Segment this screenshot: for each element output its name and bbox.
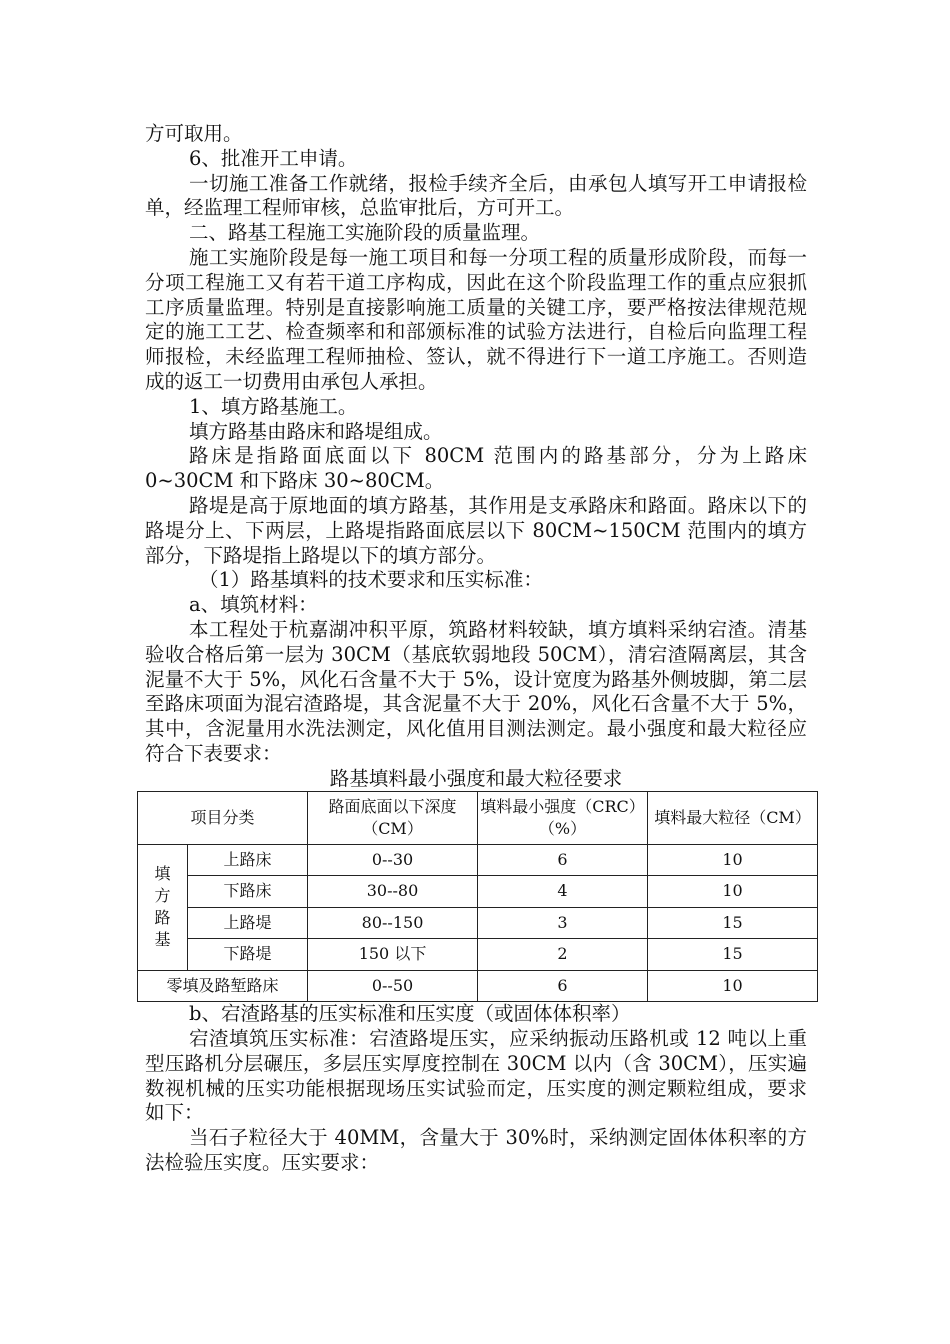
item-heading: a、填筑材料：: [189, 593, 318, 617]
header-depth: 路面底面以下深度（CM）: [308, 791, 478, 844]
subsection-heading: （1）路基填料的技术要求和压实标准：: [199, 568, 543, 592]
row-size: 10: [648, 970, 818, 1002]
paragraph: 方可取用。: [145, 122, 243, 145]
body-after-table: [145, 1002, 807, 1176]
header-size: 填料最大粒径（CM）: [648, 791, 818, 844]
table-row: [138, 939, 818, 971]
subsection-heading: 1、填方路基施工。: [189, 394, 358, 418]
paragraph: 路堤是高于原地面的填方路基，其作用是支承路床和路面。路床以下的路堤分上、下两层，上路堤指路面底层以下 80CM~150CM 范围内的填方部分，下路堤指上路堤以下的填方部分。: [145, 493, 807, 567]
body-before-table: [145, 122, 807, 767]
row-strength: 4: [478, 876, 648, 908]
row-name: 上路床: [188, 844, 308, 876]
row-depth: 30--80: [308, 876, 478, 908]
row-size: 10: [648, 876, 818, 908]
row-size: 15: [648, 907, 818, 939]
header-strength: 填料最小强度（CRC）（%）: [478, 791, 648, 844]
row-strength: 3: [478, 907, 648, 939]
item-heading: b、宕渣路基的压实标准和压实度（或固体体积率）: [189, 1002, 631, 1026]
table-row: [138, 907, 818, 939]
paragraph: 填方路基由路床和路堤组成。: [189, 419, 443, 443]
table-row: [138, 970, 818, 1002]
row-strength: 6: [478, 844, 648, 876]
row-depth: 0--30: [308, 844, 478, 876]
paragraph: 宕渣填筑压实标准：宕渣路堤压实，应采纳振动压路机或 12 吨以上重型压路机分层碾压，多层压实厚度控制在 30CM 以内（含 30CM），压实遍数视机械的压实功能根据现场压实试验而定，压实度的测定颗粒组成，要求如下：: [145, 1027, 807, 1125]
group-label-fill-subgrade: 填 方 路 基: [138, 844, 188, 970]
table-header-row: [138, 791, 818, 844]
row-strength: 6: [478, 970, 648, 1002]
row-size: 10: [648, 844, 818, 876]
table-row: [138, 876, 818, 908]
row-depth: 0--50: [308, 970, 478, 1002]
paragraph: 6、批准开工申请。: [189, 146, 358, 170]
fill-requirements-table: [137, 791, 818, 1003]
row-depth: 80--150: [308, 907, 478, 939]
row-depth: 150 以下: [308, 939, 478, 971]
header-category: 项目分类: [138, 791, 308, 844]
row-size: 15: [648, 939, 818, 971]
row-strength: 2: [478, 939, 648, 971]
paragraph: 一切施工准备工作就绪，报检手续齐全后，由承包人填写开工申请报检单，经监理工程师审核，总监审批后，方可开工。: [145, 171, 807, 220]
row-name: 零填及路堑路床: [138, 970, 308, 1002]
paragraph: 施工实施阶段是每一施工项目和每一分项工程的质量形成阶段，而每一分项工程施工又有若干道工序构成，因此在这个阶段监理工作的重点应狠抓工序质量监理。特别是直接影响施工质量的关键工序，要严格按法律规范规定的施工工艺、检查频率和和部颁标准的试验方法进行，自检后向监理工程师报检，未经监理工程师抽检、签认，就不得进行下一道工序施工。否则造成的返工一切费用由承包人承担。: [145, 245, 807, 393]
row-name: 下路床: [188, 876, 308, 908]
paragraph: 当石子粒径大于 40MM，含量大于 30%时，采纳测定固体体积率的方法检验压实度。压实要求：: [145, 1126, 807, 1174]
table-caption: 路基填料最小强度和最大粒径要求: [329, 766, 623, 790]
section-heading: 二、路基工程施工实施阶段的质量监理。: [189, 221, 541, 245]
table-row: [138, 844, 818, 876]
row-name: 上路堤: [188, 907, 308, 939]
paragraph: 本工程处于杭嘉湖冲积平原，筑路材料较缺，填方填料采纳宕渣。清基验收合格后第一层为 30CM（基底软弱地段 50CM），清宕渣隔离层，其含泥量不大于 5%，风化石含量不大于 5%，设计宽度为路基外侧坡脚，第二层至路床项面为混宕渣路堤，其含泥量不大于 20%，风化石含量不大于 5%，其中，含泥量用水洗法测定，风化值用目测法测定。最小强度和最大粒径应符合下表要求：: [145, 617, 807, 765]
row-name: 下路堤: [188, 939, 308, 971]
document-page: [145, 122, 811, 1176]
paragraph: 路床是指路面底面以下 80CM 范围内的路基部分，分为上路床 0~30CM 和下路床 30~80CM。: [145, 444, 807, 493]
